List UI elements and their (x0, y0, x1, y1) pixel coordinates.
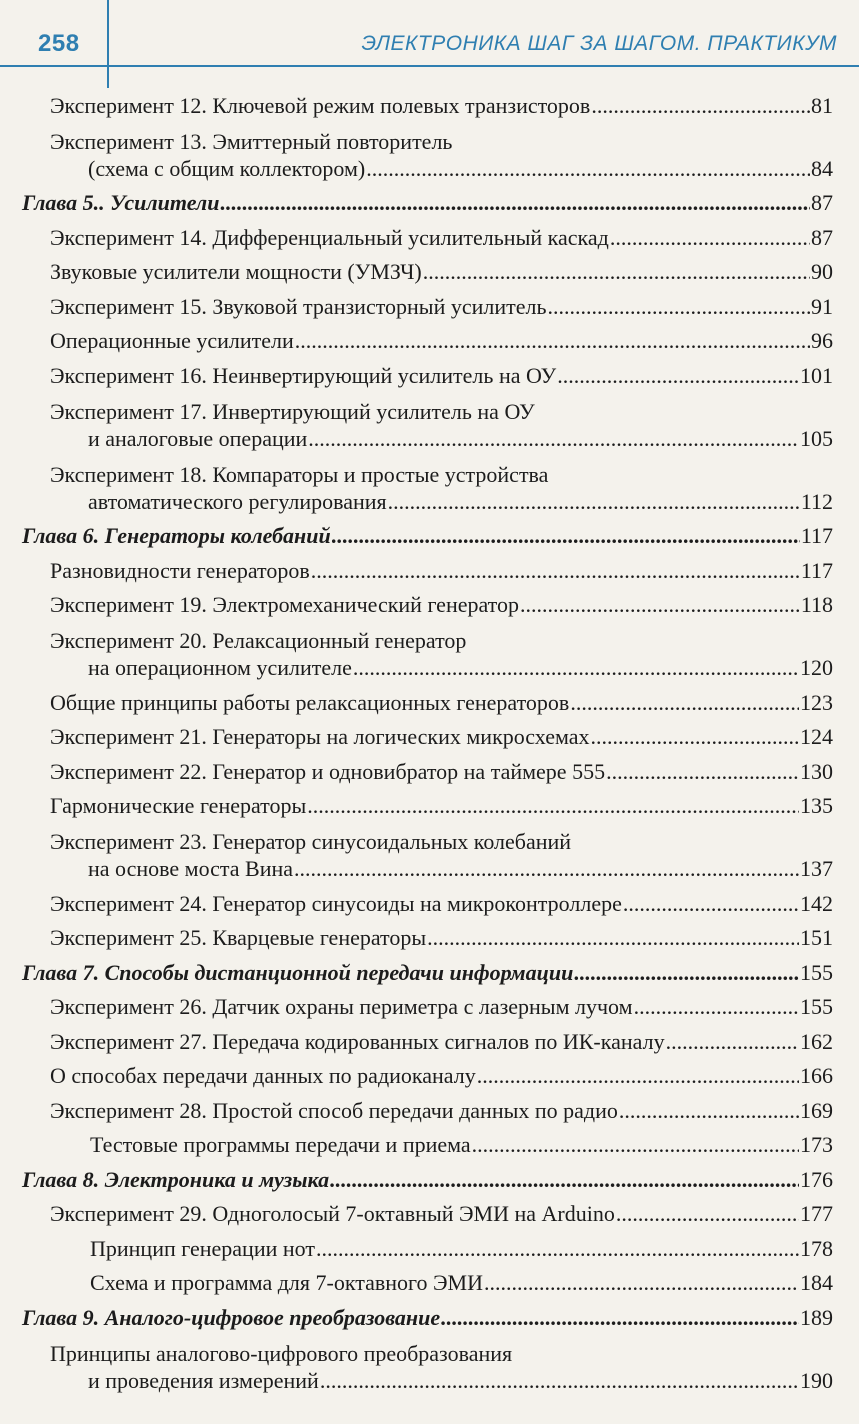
toc-entry (0, 622, 859, 685)
toc-entry-title: Эксперимент 15. Звуковой транзисторный усилитель (50, 293, 547, 319)
dot-leader (294, 855, 799, 883)
dot-leader (484, 1269, 799, 1297)
dot-leader (591, 723, 799, 751)
dot-leader (441, 1304, 799, 1332)
toc-page-number: 166 (800, 1063, 833, 1088)
toc-page-number: 124 (800, 724, 833, 749)
toc-entry-title: автоматического регулирования (88, 488, 387, 514)
toc-entry-title-line1: Эксперимент 18. Компараторы и простые устройства (50, 461, 549, 487)
toc-page-number: 91 (811, 293, 833, 319)
dot-leader (308, 425, 799, 453)
dot-leader (320, 1367, 799, 1395)
toc-entry-title: Эксперимент 24. Генератор синусоиды на микроконтроллере (50, 890, 622, 916)
toc-page-number: 123 (800, 689, 833, 715)
toc-entry-title: Глава 8. Электроника и музыка (22, 1166, 330, 1192)
toc-page-number: 90 (811, 259, 833, 284)
toc-entry-title: Глава 6. Генераторы колебаний (22, 523, 331, 548)
dot-leader (619, 1097, 799, 1125)
toc-page-number: 162 (800, 1028, 833, 1054)
toc-entry (0, 88, 859, 123)
dot-leader (623, 890, 799, 918)
dot-leader (316, 1235, 799, 1263)
toc-entry (0, 1059, 859, 1094)
toc-entry-title: Эксперимент 29. Одноголосый 7-октавный ЭМИ на Arduino (50, 1201, 615, 1226)
toc-page-number: 142 (800, 890, 833, 916)
toc-entry-title: Принцип генерации нот (90, 1235, 315, 1261)
page-header (0, 0, 859, 80)
toc-entry (0, 921, 859, 956)
toc-page-number: 151 (800, 925, 833, 950)
toc-entry (0, 685, 859, 720)
toc-entry (0, 990, 859, 1025)
toc-entry (0, 886, 859, 921)
toc-entry (0, 1266, 859, 1301)
toc-entry (0, 1128, 859, 1163)
toc-entry-title: Эксперимент 25. Кварцевые генераторы (50, 925, 427, 950)
toc-entry-title: Тестовые программы передачи и приема (90, 1132, 471, 1157)
toc-entry-title: Эксперимент 26. Датчик охраны периметра с лазерным лучом (50, 994, 633, 1019)
toc-entry (0, 358, 859, 393)
toc-entry (0, 720, 859, 755)
dot-leader (477, 1062, 799, 1090)
toc-entry-title: Эксперимент 19. Электромеханический генератор (50, 592, 520, 617)
toc-chapter (0, 519, 859, 554)
dot-leader (295, 327, 810, 355)
header-divider (107, 0, 109, 88)
toc-entry-title: Общие принципы работы релаксационных генераторов (50, 689, 570, 715)
dot-leader (332, 522, 800, 550)
toc-page-number: 169 (800, 1097, 833, 1123)
toc-entry (0, 1093, 859, 1128)
toc-page-number: 105 (800, 425, 833, 451)
toc-entry-title: Разновидности генераторов (50, 557, 310, 583)
toc-entry-title: и аналоговые операции (88, 425, 308, 451)
toc-page-number: 118 (800, 592, 833, 617)
dot-leader (220, 189, 810, 217)
toc-entry (0, 588, 859, 623)
toc-entry-title: Глава 7. Способы дистанционной передачи информации (22, 959, 574, 985)
toc-entry (0, 1197, 859, 1232)
toc-page-number: 120 (800, 655, 833, 680)
dot-leader (557, 362, 799, 390)
page-number: 258 (38, 30, 80, 57)
dot-leader (616, 1200, 799, 1228)
toc-page-number: 135 (800, 793, 833, 818)
dot-leader (423, 258, 810, 286)
toc-entry (0, 823, 859, 886)
toc-page-number: 189 (800, 1304, 833, 1330)
dot-leader (666, 1028, 799, 1056)
toc-entry-title: Эксперимент 21. Генераторы на логических микросхемах (50, 724, 590, 749)
toc-page-number: 117 (800, 523, 833, 548)
toc-page-number: 176 (800, 1166, 833, 1192)
dot-leader (472, 1131, 799, 1159)
dot-leader (548, 293, 810, 321)
toc-entry (0, 123, 859, 186)
toc-entry-title: Глава 5.. Усилители (22, 190, 220, 215)
toc-entry-title: на операционном усилителе (88, 655, 352, 680)
dot-leader (366, 155, 810, 183)
toc-entry (0, 456, 859, 519)
toc-entry-title: Эксперимент 16. Неинвертирующий усилитель на ОУ (50, 362, 557, 388)
dot-leader (591, 92, 810, 120)
toc-page-number: 81 (811, 92, 833, 118)
toc-entry-title: Гармонические генераторы (50, 793, 307, 818)
toc-entry-title-line1: Принципы аналогово-цифрового преобразования (50, 1340, 513, 1366)
toc-page-number: 184 (800, 1270, 833, 1295)
dot-leader (388, 488, 800, 516)
dot-leader (520, 591, 800, 619)
toc-entry (0, 1024, 859, 1059)
toc-entry-title: Эксперимент 28. Простой способ передачи данных по радио (50, 1097, 618, 1123)
toc-chapter (0, 186, 859, 221)
toc-entry (0, 393, 859, 456)
running-title: ЭЛЕКТРОНИКА ШАГ ЗА ШАГОМ. ПРАКТИКУМ (361, 32, 837, 55)
toc-chapter (0, 955, 859, 990)
toc-chapter (0, 1300, 859, 1335)
dot-leader (574, 959, 799, 987)
toc-entry (0, 289, 859, 324)
toc-page-number: 190 (800, 1367, 833, 1393)
dot-leader (634, 993, 799, 1021)
dot-leader (330, 1166, 799, 1194)
toc-entry-title: Эксперимент 12. Ключевой режим полевых транзисторов (50, 92, 591, 118)
toc-entry (0, 789, 859, 824)
toc-entry (0, 553, 859, 588)
dot-leader (606, 758, 799, 786)
header-rule (0, 65, 859, 67)
toc-page-number: 87 (811, 190, 833, 215)
toc-page-number: 96 (811, 328, 833, 353)
toc-entry-title: Схема и программа для 7-октавного ЭМИ (90, 1270, 483, 1295)
toc-entry-title: Эксперимент 27. Передача кодированных сигналов по ИК-каналу (50, 1028, 665, 1054)
toc-entry (0, 1231, 859, 1266)
toc-entry-title-line1: Эксперимент 13. Эмиттерный повторитель (50, 128, 453, 154)
toc-page-number: 101 (800, 362, 833, 388)
toc-entry (0, 220, 859, 255)
toc-page-number: 117 (800, 557, 833, 583)
toc-page-number: 155 (800, 959, 833, 985)
dot-leader (610, 224, 810, 252)
toc-page-number: 130 (800, 758, 833, 784)
toc-chapter (0, 1162, 859, 1197)
toc-entry-title: Эксперимент 14. Дифференциальный усилительный каскад (50, 224, 609, 250)
toc-entry-title: и проведения измерений (88, 1367, 319, 1393)
toc-page-number: 177 (800, 1201, 833, 1226)
toc-page-number: 178 (800, 1235, 833, 1261)
table-of-contents (0, 88, 859, 1398)
toc-page-number: 137 (800, 856, 833, 881)
dot-leader (311, 557, 800, 585)
toc-entry-title-line1: Эксперимент 17. Инвертирующий усилитель на ОУ (50, 398, 535, 424)
toc-page-number: 173 (800, 1132, 833, 1157)
dot-leader (353, 654, 799, 682)
toc-page-number: 112 (800, 488, 833, 514)
toc-entry-title: Операционные усилители (50, 328, 294, 353)
toc-entry (0, 255, 859, 290)
toc-entry-title: Звуковые усилители мощности (УМЗЧ) (50, 259, 422, 284)
toc-entry-title-line1: Эксперимент 20. Релаксационный генератор (50, 628, 467, 653)
toc-entry (0, 754, 859, 789)
toc-page-number: 84 (811, 155, 833, 181)
dot-leader (427, 924, 799, 952)
dot-leader (570, 689, 799, 717)
toc-entry-title-line1: Эксперимент 23. Генератор синусоидальных колебаний (50, 829, 572, 854)
toc-entry-title: О способах передачи данных по радиоканалу (50, 1063, 476, 1088)
dot-leader (307, 792, 799, 820)
toc-entry (0, 324, 859, 359)
toc-entry-title: Глава 9. Аналого-цифровое преобразование (22, 1304, 441, 1330)
toc-page-number: 87 (811, 224, 833, 250)
toc-entry-title: (схема с общим коллектором) (88, 155, 366, 181)
toc-page-number: 155 (800, 994, 833, 1019)
toc-entry-title: на основе моста Вина (88, 856, 294, 881)
toc-entry-title: Эксперимент 22. Генератор и одновибратор на таймере 555 (50, 758, 606, 784)
toc-entry (0, 1335, 859, 1398)
